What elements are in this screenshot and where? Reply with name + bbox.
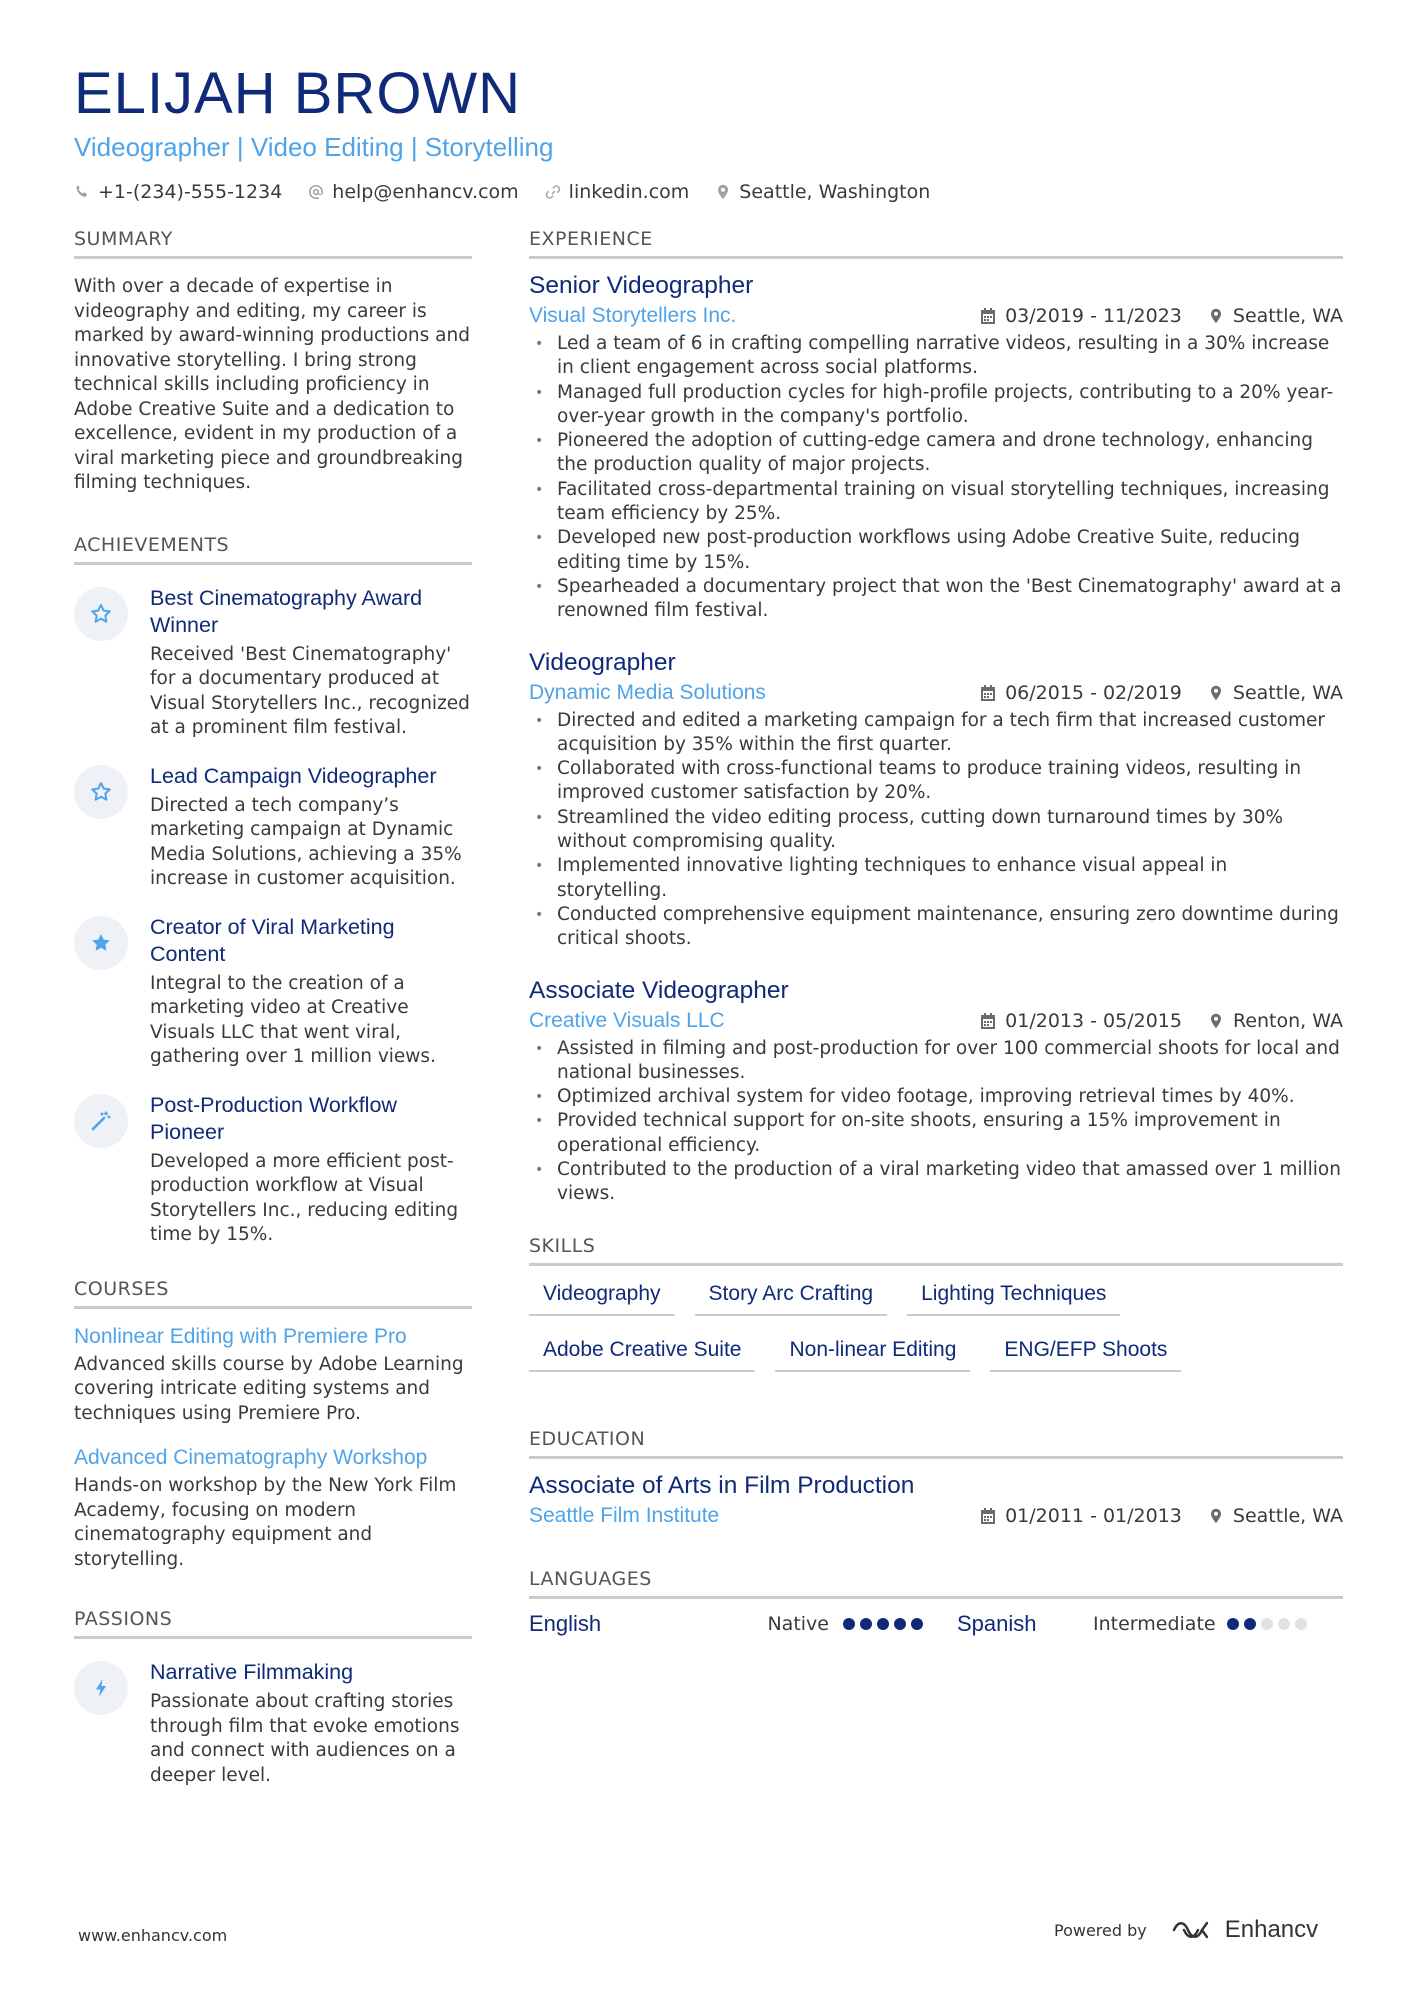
map-pin-icon: [1208, 1013, 1224, 1029]
passion-text: Passionate about crafting stories through film that evoke emotions and connect with audiences on a deeper level.: [150, 1691, 460, 1786]
candidate-headline: Videographer | Video Editing | Storytelling: [74, 132, 554, 162]
calendar-icon: [980, 308, 996, 324]
achievement-item: [74, 1092, 472, 1248]
section-title-courses: COURSES: [74, 1278, 472, 1309]
achievement-text: Directed a tech company’s marketing campaign at Dynamic Media Solutions, achieving a 35% increase in customer acquisition.: [150, 794, 462, 889]
bullet-item: • Pioneered the adoption of cutting-edge camera and drone technology, enhancing the production quality of major projects.: [529, 429, 1343, 478]
location-text: Seattle, Washington: [739, 181, 931, 203]
calendar-icon: [980, 685, 996, 701]
rating-dot-empty: [1278, 1618, 1290, 1630]
bullet-item: • Developed new post-production workflows using Adobe Creative Suite, reducing editing time by 15%.: [529, 526, 1343, 575]
language-item: [529, 1611, 957, 1637]
left-column: [74, 228, 472, 1810]
candidate-name: ELIJAH BROWN: [74, 61, 522, 126]
company-name: Dynamic Media Solutions: [529, 680, 766, 704]
passions-section: [74, 1608, 472, 1788]
education-section: [529, 1428, 1343, 1528]
footer-website[interactable]: www.enhancv.com: [78, 1926, 228, 1945]
job-bullets: [529, 1037, 1343, 1207]
bullet-item: • Led a team of 6 in crafting compelling narrative videos, resulting in a 30% increase in client engagement across social platforms.: [529, 332, 1343, 381]
course-item: [74, 1325, 472, 1427]
bullet-item: • Streamlined the video editing process, cutting down turnaround times by 30% without compromising quality.: [529, 806, 1343, 855]
achievement-title: Best Cinematography Award Winner: [150, 585, 423, 637]
contact-location: [715, 181, 930, 203]
skill-tag: ENG/EFP Shoots: [990, 1332, 1181, 1372]
skills-list: [529, 1276, 1343, 1372]
enhancv-logo-icon: [1171, 1918, 1215, 1942]
languages-section: [529, 1568, 1343, 1637]
achievement-text: Developed a more efficient post-production workflow at Visual Storytellers Inc., reducing editing time by 15%.: [150, 1150, 459, 1245]
section-title-summary: SUMMARY: [74, 228, 472, 259]
linkedin-text: linkedin.com: [568, 181, 690, 203]
brand-logo[interactable]: [1171, 1916, 1318, 1944]
footer-branding: [1054, 1916, 1318, 1944]
email-text: help@enhancv.com: [332, 181, 519, 203]
rating-dot-empty: [1261, 1618, 1273, 1630]
rating-dot-filled: [1227, 1618, 1239, 1630]
section-title-passions: PASSIONS: [74, 1608, 472, 1639]
section-title-achievements: ACHIEVEMENTS: [74, 534, 472, 565]
rating-dot-filled: [911, 1618, 923, 1630]
skill-tag: Non-linear Editing: [775, 1332, 970, 1372]
bullet-item: • Spearheaded a documentary project that won the 'Best Cinematography' award at a renowned film festival.: [529, 575, 1343, 624]
language-name: English: [529, 1610, 602, 1636]
link-icon: [545, 184, 561, 200]
education-dates: 01/2011 - 01/2013: [1005, 1504, 1182, 1527]
bullet-item: • Contributed to the production of a viral marketing video that amassed over 1 million views.: [529, 1158, 1343, 1207]
achievement-item: [74, 763, 472, 892]
job-title: Senior Videographer: [529, 272, 754, 299]
achievement-item: [74, 914, 472, 1070]
map-pin-icon: [1208, 1508, 1224, 1524]
star-outline-icon: [74, 587, 128, 641]
achievement-text: Received 'Best Cinematography' for a documentary produced at Visual Storytellers Inc., recognized at a prominent film festival.: [150, 643, 470, 738]
course-text: Advanced skills course by Adobe Learning covering intricate editing systems and techniques using Premiere Pro.: [74, 1353, 464, 1424]
courses-section: [74, 1278, 472, 1573]
achievements-section: [74, 534, 472, 1248]
resume-header: [74, 58, 1344, 203]
job-title: Associate Videographer: [529, 976, 789, 1004]
right-column: [529, 228, 1343, 1637]
star-outline-icon: [74, 765, 128, 819]
calendar-icon: [980, 1508, 996, 1524]
contact-phone: [74, 181, 282, 203]
contact-linkedin[interactable]: [545, 181, 690, 203]
skills-section: [529, 1235, 1343, 1372]
bullet-item: • Provided technical support for on-site shoots, ensuring a 15% improvement in operational efficiency.: [529, 1109, 1343, 1158]
powered-by-label: Powered by: [1054, 1920, 1147, 1940]
language-level: Native: [767, 1612, 829, 1635]
job-location: Seattle, WA: [1232, 305, 1343, 327]
job-bullets: [529, 709, 1343, 952]
education-location: Seattle, WA: [1232, 1504, 1343, 1527]
skill-tag: Adobe Creative Suite: [529, 1332, 755, 1372]
rating-dot-filled: [894, 1618, 906, 1630]
achievement-title: Post-Production Workflow Pioneer: [150, 1092, 397, 1144]
bullet-item: • Optimized archival system for video footage, improving retrieval times by 40%.: [529, 1085, 1343, 1109]
rating-dot-filled: [1244, 1618, 1256, 1630]
language-rating: [843, 1618, 923, 1630]
bullet-item: • Implemented innovative lighting techniques to enhance visual appeal in storytelling.: [529, 854, 1343, 903]
calendar-icon: [980, 1013, 996, 1029]
job-dates: 06/2015 - 02/2019: [1005, 681, 1182, 704]
skill-tag: Story Arc Crafting: [695, 1276, 888, 1316]
language-level: Intermediate: [1093, 1612, 1216, 1635]
course-text: Hands-on workshop by the New York Film Academy, focusing on modern cinematography equipment and storytelling.: [74, 1475, 457, 1570]
course-item: [74, 1446, 472, 1572]
bullet-item: • Managed full production cycles for high-profile projects, contributing to a 20% year-over-year growth in the company's portfolio.: [529, 381, 1343, 430]
job-entry: [529, 648, 1343, 952]
achievement-title: Creator of Viral Marketing Content: [150, 914, 395, 966]
company-name: Visual Storytellers Inc.: [529, 304, 737, 327]
summary-section: [74, 228, 472, 496]
language-item: [957, 1611, 1343, 1637]
map-pin-icon: [715, 184, 731, 200]
bullet-item: • Collaborated with cross-functional teams to produce training videos, resulting in improved customer satisfaction by 20%.: [529, 757, 1343, 806]
achievement-title: Lead Campaign Videographer: [150, 763, 437, 788]
job-location: Renton, WA: [1232, 1009, 1343, 1032]
achievement-item: [74, 585, 472, 741]
section-title-skills: SKILLS: [529, 1235, 1343, 1266]
bullet-item: • Conducted comprehensive equipment maintenance, ensuring zero downtime during critical shoots.: [529, 903, 1343, 952]
at-icon: [308, 184, 324, 200]
skill-tag: Videography: [529, 1276, 675, 1316]
job-entry: [529, 271, 1343, 624]
job-dates: 03/2019 - 11/2023: [1005, 305, 1182, 327]
language-name: Spanish: [957, 1610, 1037, 1636]
course-title: Nonlinear Editing with Premiere Pro: [74, 1324, 407, 1348]
experience-section: [529, 228, 1343, 1207]
school-name: Seattle Film Institute: [529, 1503, 720, 1527]
bullet-item: • Assisted in filming and post-production for over 100 commercial shoots for local and national businesses.: [529, 1037, 1343, 1086]
job-dates: 01/2013 - 05/2015: [1005, 1009, 1182, 1032]
passion-title: Narrative Filmmaking: [150, 1660, 354, 1684]
job-bullets: [529, 332, 1343, 624]
section-title-experience: EXPERIENCE: [529, 228, 1343, 259]
contact-email[interactable]: [308, 181, 518, 203]
job-title: Videographer: [529, 648, 676, 676]
rating-dot-filled: [843, 1618, 855, 1630]
summary-text: With over a decade of expertise in videography and editing, my career is marked by award-winning productions and innovative storytelling. I bring strong technical skills including proficiency in Adobe Creative Suite and a dedication to excellence, evident in my production of a viral marketing piece and groundbreaking filming techniques.: [74, 276, 470, 493]
map-pin-icon: [1208, 685, 1224, 701]
section-title-languages: LANGUAGES: [529, 1568, 1343, 1599]
rating-dot-empty: [1295, 1618, 1307, 1630]
lightning-icon: [74, 1661, 128, 1715]
achievement-text: Integral to the creation of a marketing video at Creative Visuals LLC that went viral, gathering over 1 million views.: [150, 972, 436, 1067]
rating-dot-filled: [860, 1618, 872, 1630]
phone-icon: [74, 184, 90, 200]
map-pin-icon: [1208, 308, 1224, 324]
job-entry: [529, 976, 1343, 1207]
section-title-education: EDUCATION: [529, 1428, 1343, 1459]
star-filled-icon: [74, 916, 128, 970]
skill-tag: Lighting Techniques: [907, 1276, 1120, 1316]
company-name: Creative Visuals LLC: [529, 1008, 725, 1032]
rating-dot-filled: [877, 1618, 889, 1630]
magic-wand-icon: [74, 1094, 128, 1148]
contact-row: [74, 181, 1344, 203]
job-location: Seattle, WA: [1232, 681, 1343, 704]
bullet-item: • Facilitated cross-departmental training on visual storytelling techniques, increasing team efficiency by 25%.: [529, 478, 1343, 527]
language-rating: [1227, 1618, 1307, 1630]
course-title: Advanced Cinematography Workshop: [74, 1446, 428, 1469]
degree-title: Associate of Arts in Film Production: [529, 1471, 915, 1499]
phone-text: +1-(234)-555-1234: [98, 181, 283, 203]
passion-item: [74, 1659, 472, 1788]
bullet-item: • Directed and edited a marketing campaign for a tech firm that increased customer acquisition by 35% within the first quarter.: [529, 709, 1343, 758]
brand-name: Enhancv: [1224, 1916, 1319, 1943]
